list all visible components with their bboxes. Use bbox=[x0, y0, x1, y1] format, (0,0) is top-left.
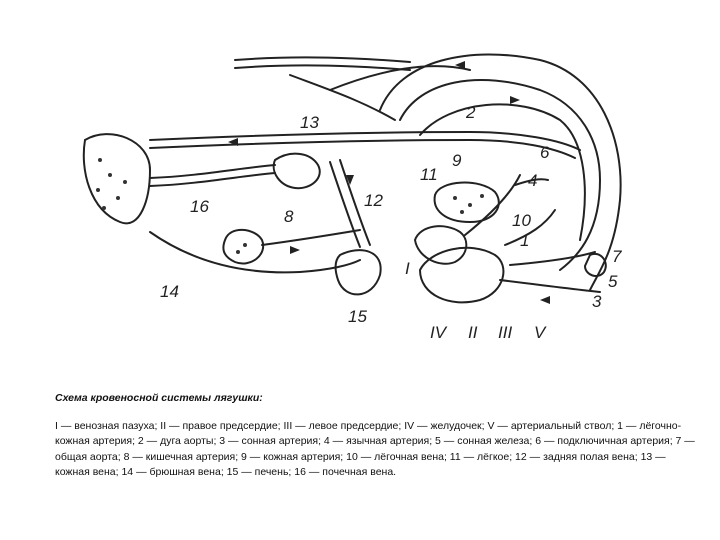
arrow-marker-3 bbox=[540, 296, 550, 304]
label-V: V bbox=[534, 323, 546, 342]
label-3: 3 bbox=[592, 292, 602, 311]
label-10: 10 bbox=[512, 211, 531, 230]
label-12: 12 bbox=[364, 191, 383, 210]
intestinal-artery-8 bbox=[262, 230, 360, 245]
label-14: 14 bbox=[160, 282, 179, 301]
label-6: 6 bbox=[540, 143, 550, 162]
heart-atria bbox=[415, 226, 466, 264]
arrow-marker-2 bbox=[290, 246, 300, 254]
renal-vein-16 bbox=[150, 165, 275, 178]
skin-top-vessel bbox=[235, 57, 410, 62]
label-16: 16 bbox=[190, 197, 209, 216]
label-III: III bbox=[498, 323, 513, 342]
renal-vein-16b bbox=[150, 173, 275, 186]
dorsal-aorta-2 bbox=[150, 140, 575, 158]
aorta-7 bbox=[510, 252, 595, 265]
label-4: 4 bbox=[528, 171, 538, 190]
skin-artery-top bbox=[330, 66, 470, 90]
left-kidney bbox=[84, 134, 150, 223]
label-IV: IV bbox=[430, 323, 447, 342]
label-II: II bbox=[468, 323, 478, 342]
skin-top-vessel-2 bbox=[235, 65, 410, 70]
label-5: 5 bbox=[608, 272, 618, 291]
label-13: 13 bbox=[300, 113, 319, 132]
intestinal-loop bbox=[223, 230, 263, 264]
figure-caption bbox=[55, 391, 695, 481]
label-8: 8 bbox=[284, 207, 294, 226]
arrow-marker-5 bbox=[510, 96, 520, 104]
liver-15 bbox=[336, 250, 381, 294]
lung-11 bbox=[435, 183, 499, 222]
subclavian-loop bbox=[420, 104, 585, 240]
caption-text: I — венозная пазуха; II — правое предсердие; III — левое предсердие; IV — желудочек; V — артериальный ствол; 1 — лёгочно-кожная артерия; 2 — дуга аорты; 3 — сонная артерия; 4 — язычная артерия; 5 — сонная железа; 6 — подключичная артерия; 7 — общая аорта; 8 — кишечная артерия; 9 — кожная артерия; 10 — лёгочная вена; 11 — лёгкое; 12 — задняя полая вена; 13 — кожная вена; 14 — брюшная вена; 15 — печень; 16 — почечная вена. bbox=[55, 419, 695, 478]
label-2: 2 bbox=[466, 103, 476, 122]
caption-title: Схема кровеносной системы лягушки: bbox=[55, 392, 263, 404]
label-15: 15 bbox=[348, 307, 367, 326]
label-11: 11 bbox=[420, 165, 438, 184]
label-9: 9 bbox=[452, 151, 462, 170]
abdominal-vein-14 bbox=[150, 232, 360, 272]
label-7: 7 bbox=[612, 247, 622, 266]
label-I: I bbox=[405, 259, 410, 278]
gut-top bbox=[274, 154, 320, 189]
label-1: 1 bbox=[520, 231, 530, 250]
carotid-artery-3 bbox=[500, 280, 600, 292]
